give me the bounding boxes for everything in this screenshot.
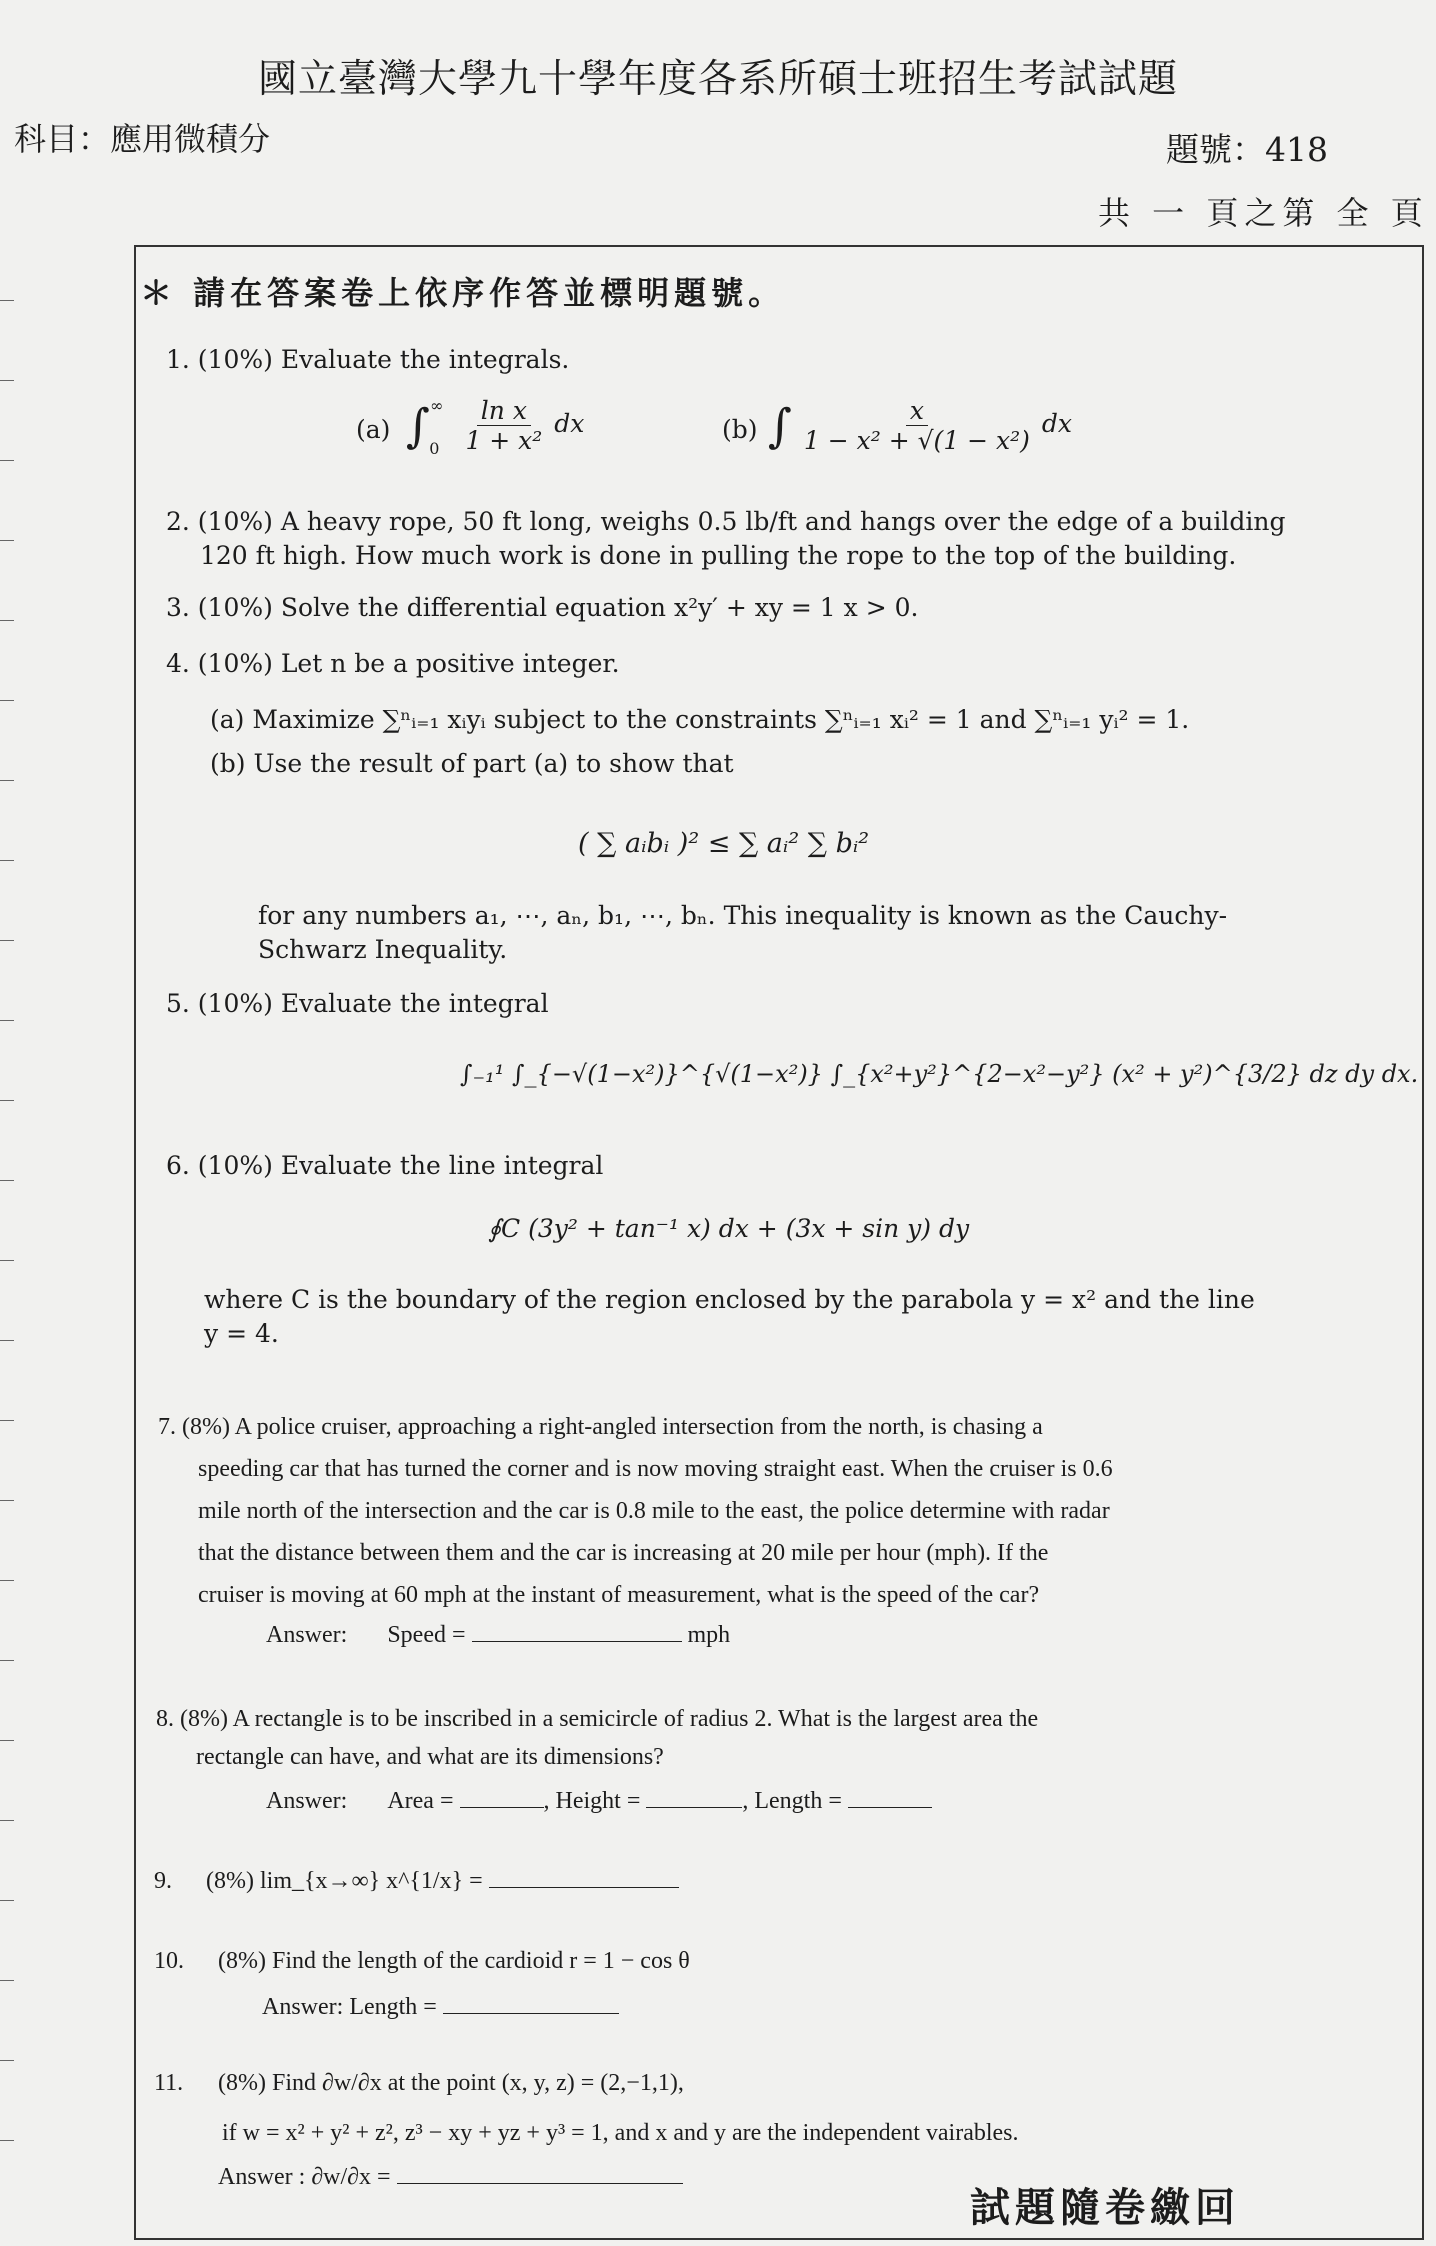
answer-label: Answer : ∂w/∂x = bbox=[218, 2164, 391, 2190]
q11-num: 11. bbox=[154, 2070, 184, 2096]
answer-label: Answer: Length = bbox=[262, 1994, 437, 2020]
q11-line2: if w = x² + y² + z², z³ − xy + yz + y³ = 1, and x and y are the independent vairables. bbox=[222, 2120, 1019, 2146]
q2-line1: 2. (10%) A heavy rope, 50 ft long, weighs 0.5 lb/ft and hangs over the edge of a building bbox=[166, 507, 1286, 536]
q11-line1: (8%) Find ∂w/∂x at the point (x, y, z) = (2,−1,1), bbox=[218, 2070, 684, 2096]
instruction-notice: ＊ 請在答案卷上依序作答並標明題號。 bbox=[140, 274, 786, 312]
length-label: , Length = bbox=[742, 1788, 842, 1814]
q2-line2: 120 ft high. How much work is done in pulling the rope to the top of the building. bbox=[200, 541, 1237, 570]
area-answer-blank[interactable] bbox=[460, 1785, 544, 1808]
q4-tail1: for any numbers a₁, ⋯, aₙ, b₁, ⋯, bₙ. This inequality is known as the Cauchy- bbox=[258, 901, 1228, 930]
q4-tail2: Schwarz Inequality. bbox=[258, 935, 508, 964]
q10-num: 10. bbox=[154, 1948, 184, 1974]
q8-answer bbox=[266, 1780, 932, 1822]
return-with-paper-stamp: 試題隨卷繳回 bbox=[970, 2184, 1240, 2231]
question-code: 題號：418 bbox=[1166, 130, 1328, 169]
q8-line1: 8. (8%) A rectangle is to be inscribed in a semicircle of radius 2. What is the largest area the bbox=[156, 1706, 1039, 1732]
height-label: , Height = bbox=[543, 1788, 641, 1814]
exam-title: 國立臺灣大學九十學年度各系所碩士班招生考試試題 bbox=[257, 57, 1178, 102]
answer-label: Answer: bbox=[266, 1788, 348, 1814]
q6-line1: where C is the boundary of the region enclosed by the parabola y = x² and the line bbox=[204, 1285, 1255, 1314]
q9-answer-blank[interactable] bbox=[489, 1865, 679, 1888]
q8-line2: rectangle can have, and what are its dimensions? bbox=[196, 1744, 664, 1770]
q4a-text: (a) Maximize ∑ⁿᵢ₌₁ xᵢyᵢ subject to the constraints ∑ⁿᵢ₌₁ xᵢ² = 1 and ∑ⁿᵢ₌₁ yᵢ² = 1. bbox=[210, 705, 1190, 734]
q1a-label: (a) bbox=[356, 415, 391, 444]
q9-line bbox=[206, 1860, 679, 1902]
speed-label: Speed = bbox=[387, 1622, 466, 1648]
q7-answer bbox=[266, 1614, 730, 1656]
q7-line1: 7. (8%) A police cruiser, approaching a right-angled intersection from the north, is chasing a bbox=[158, 1414, 1043, 1440]
q11-answer-blank[interactable] bbox=[397, 2161, 683, 2184]
q1b-integral: ∫ $\frac{x}{\text{1 − x² + √(1 − x²)}}$ dx bbox=[768, 396, 1072, 455]
q7-line5: cruiser is moving at 60 mph at the instant of measurement, what is the speed of the car? bbox=[198, 1582, 1040, 1608]
speed-answer-blank[interactable] bbox=[472, 1619, 682, 1642]
q1a-integral: $\int^\infty_0$ $\frac{\text{ln x}}{\text{1 + x²}}$ dx bbox=[406, 396, 585, 458]
q6-line-integral: ∮C (3y² + tan⁻¹ x) dx + (3x + sin y) dy bbox=[488, 1214, 970, 1243]
page-count: 共 一 頁之第 全 頁 bbox=[1098, 194, 1429, 232]
height-answer-blank[interactable] bbox=[646, 1785, 742, 1808]
q6-text: 6. (10%) Evaluate the line integral bbox=[166, 1151, 604, 1180]
q5-triple-integral: ∫₋₁¹ ∫_{−√(1−x²)}^{√(1−x²)} ∫_{x²+y²}^{2−x²−y²} (x² + y²)^{3/2} dz dy dx. bbox=[460, 1060, 1419, 1088]
q7-line2: speeding car that has turned the corner and is now moving straight east. When the cruiser is 0.6 bbox=[198, 1456, 1113, 1482]
q1b-label: (b) bbox=[722, 415, 758, 444]
q9-text: (8%) lim_{x→∞} x^{1/x} = bbox=[206, 1868, 483, 1894]
length-answer-blank[interactable] bbox=[848, 1785, 932, 1808]
answer-label: Answer: bbox=[266, 1622, 348, 1648]
q10-answer-blank[interactable] bbox=[443, 1991, 619, 2014]
q7-line4: that the distance between them and the car is increasing at 20 mile per hour (mph). If the bbox=[198, 1540, 1049, 1566]
q4b-text: (b) Use the result of part (a) to show that bbox=[210, 749, 734, 778]
q11-answer bbox=[218, 2156, 683, 2198]
q3-text: 3. (10%) Solve the differential equation x²y′ + xy = 1 x > 0. bbox=[166, 593, 919, 622]
q9-num: 9. bbox=[154, 1868, 172, 1894]
q6-line2: y = 4. bbox=[204, 1319, 279, 1348]
q7-line3: mile north of the intersection and the car is 0.8 mile to the east, the police determine with radar bbox=[198, 1498, 1110, 1524]
cauchy-schwarz-inequality: ( ∑ aᵢbᵢ )² ≤ ∑ aᵢ² ∑ bᵢ² bbox=[578, 828, 870, 859]
area-label: Area = bbox=[387, 1788, 454, 1814]
q10-answer bbox=[262, 1986, 619, 2028]
q1-text: 1. (10%) Evaluate the integrals. bbox=[166, 345, 570, 374]
q10-text: (8%) Find the length of the cardioid r = 1 − cos θ bbox=[218, 1948, 690, 1974]
q4-text: 4. (10%) Let n be a positive integer. bbox=[166, 649, 620, 678]
subject-label: 科目：應用微積分 bbox=[14, 120, 271, 158]
q5-text: 5. (10%) Evaluate the integral bbox=[166, 989, 549, 1018]
speed-unit: mph bbox=[687, 1622, 731, 1648]
